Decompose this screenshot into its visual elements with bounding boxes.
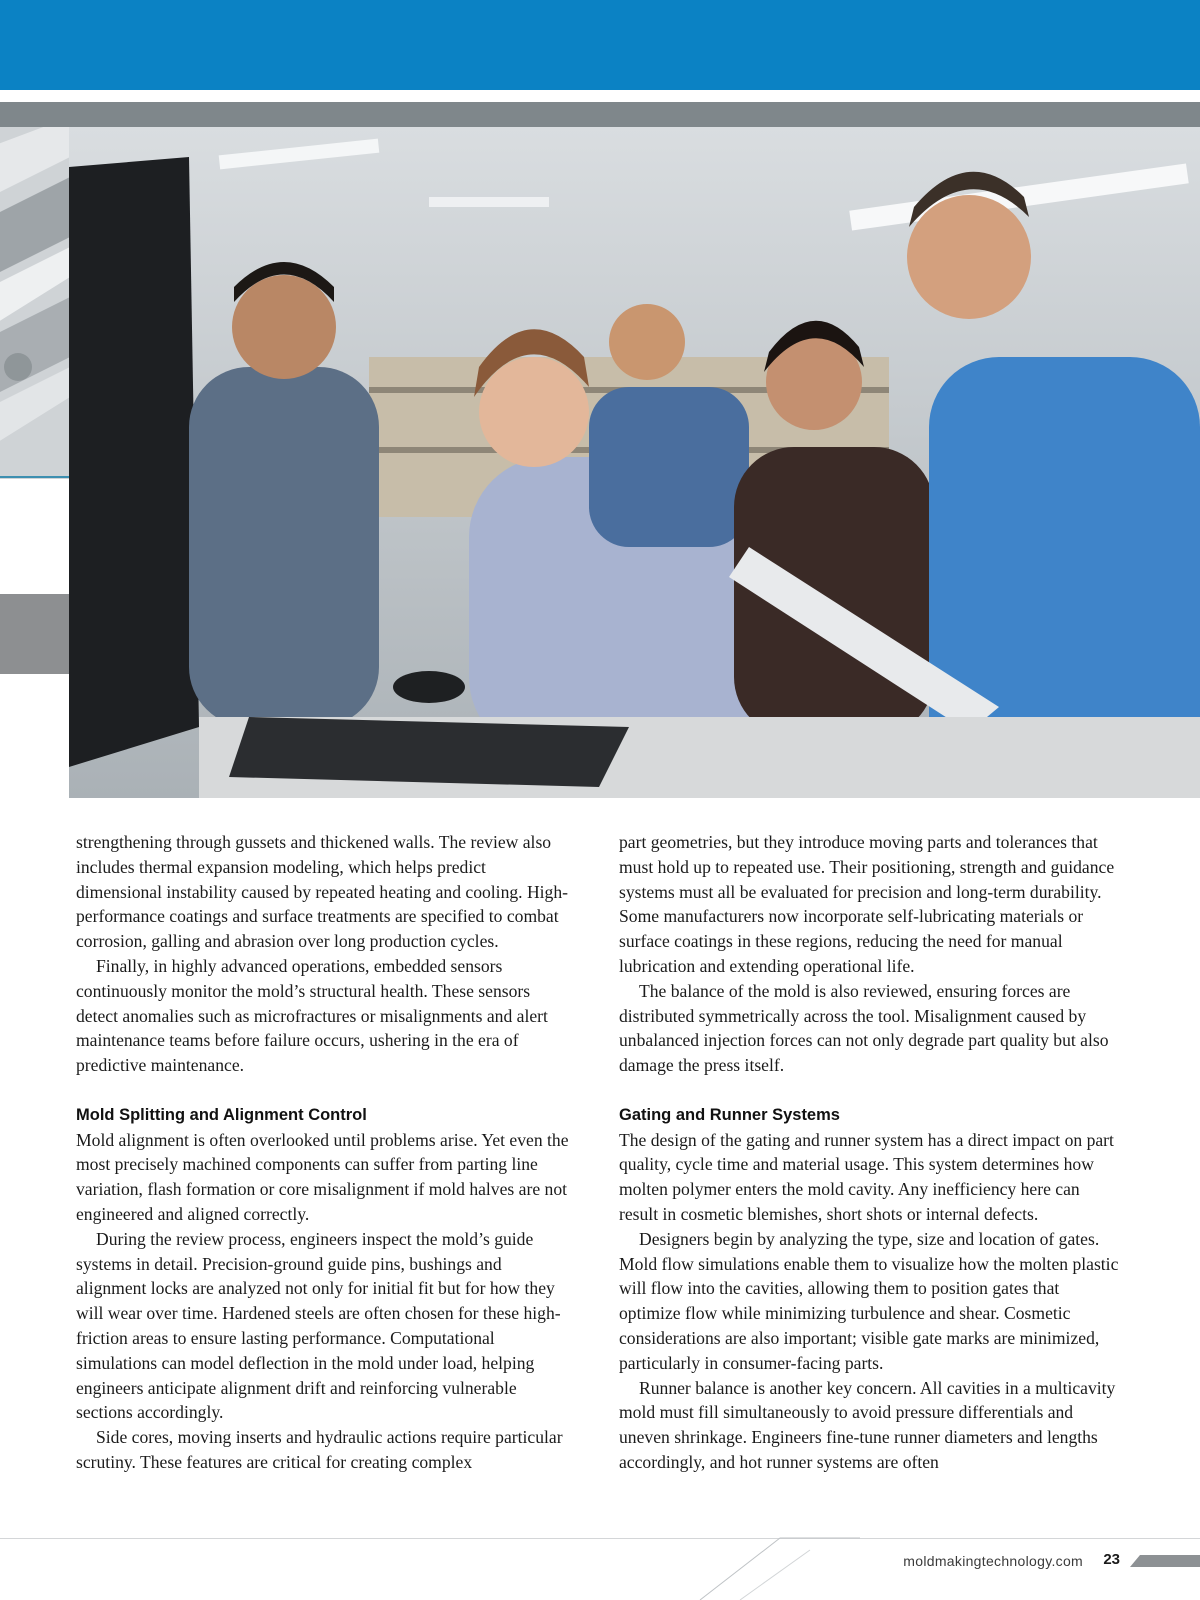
side-gray-tab <box>0 594 69 674</box>
header-color-bar <box>0 0 1200 90</box>
side-accent-rule <box>0 476 69 478</box>
paragraph: part geometries, but they introduce moving parts and tolerances that must hold up to repeated use. Their positioning, strength and guidance systems must all be evaluated for precision and long-term durability. Some manufacturers now incorporate self-lubricating materials or surface coatings in these regions, reducing the need for manual lubrication and extending operational life. <box>619 832 1115 976</box>
footer-tab-icon <box>1130 1555 1200 1567</box>
paragraph: Runner balance is another key concern. All cavities in a multicavity mold must fill simultaneously to avoid pressure differentials and uneven shrinkage. Engineers fine-tune runner diameters and lengths accordingly, and hot runner systems are often <box>619 1377 1116 1472</box>
paragraph: Mold alignment is often overlooked until problems arise. Yet even the most precisely machined components can suffer from parting line variation, flash formation or core misalignment if mold halves are not engineered and aligned correctly. <box>76 1129 569 1224</box>
footer-website: moldmakingtechnology.com <box>903 1553 1083 1569</box>
section-heading: Gating and Runner Systems <box>619 1105 840 1124</box>
paragraph: During the review process, engineers inspect the mold’s guide systems in detail. Precision-ground guide pins, bushings and alignment locks are analyzed not only for initial fit but for how they will wear over time. Hardened steels are often chosen for these high-friction areas to ensure lasting performance. Computational simulations can model deflection in the mold under load, helping engineers anticipate alignment drift and reinforcing vulnerable sections accordingly. <box>76 1228 561 1423</box>
article-column-right <box>619 830 1119 1475</box>
paragraph: Finally, in highly advanced operations, embedded sensors continuously monitor the mold’s structural health. These sensors detect anomalies such as microfractures or misalignments and alert maintenance teams before failure occurs, ushering in the era of predictive maintenance. <box>76 955 548 1076</box>
paragraph: Side cores, moving inserts and hydraulic actions require particular scrutiny. These features are critical for creating complex <box>76 1427 563 1472</box>
paragraph: Designers begin by analyzing the type, size and location of gates. Mold flow simulations enable them to visualize how the molten plastic will flow into the cavities, allowing them to position gates that optimize flow while minimizing turbulence and shear. Cosmetic considerations are also important; visible gate marks are minimized, particularly in consumer-facing parts. <box>619 1228 1119 1373</box>
technicians-at-workstation-photo <box>69 127 1200 798</box>
footer-decoration <box>0 1530 860 1600</box>
article-column-left <box>76 830 576 1475</box>
paragraph: strengthening through gussets and thickened walls. The review also includes thermal expansion modeling, which helps predict dimensional instability caused by repeated heating and cooling. High-performance coatings and surface treatments are specified to combat corrosion, galling and abrasion over long production cycles. <box>76 832 569 952</box>
paragraph: The design of the gating and runner system has a direct impact on part quality, cycle time and material usage. This system determines how molten polymer enters the mold cavity. Any inefficiency here can result in cosmetic blemishes, short shots or internal defects. <box>619 1129 1114 1224</box>
paragraph: The balance of the mold is also reviewed, ensuring forces are distributed symmetrically across the tool. Misalignment caused by unbalanced injection forces can not only degrade part quality but also damage the press itself. <box>619 980 1109 1076</box>
page-number: 23 <box>1103 1551 1120 1568</box>
side-graphic-image <box>0 127 69 479</box>
section-heading: Mold Splitting and Alignment Control <box>76 1105 367 1124</box>
header-gray-band <box>0 102 1200 127</box>
